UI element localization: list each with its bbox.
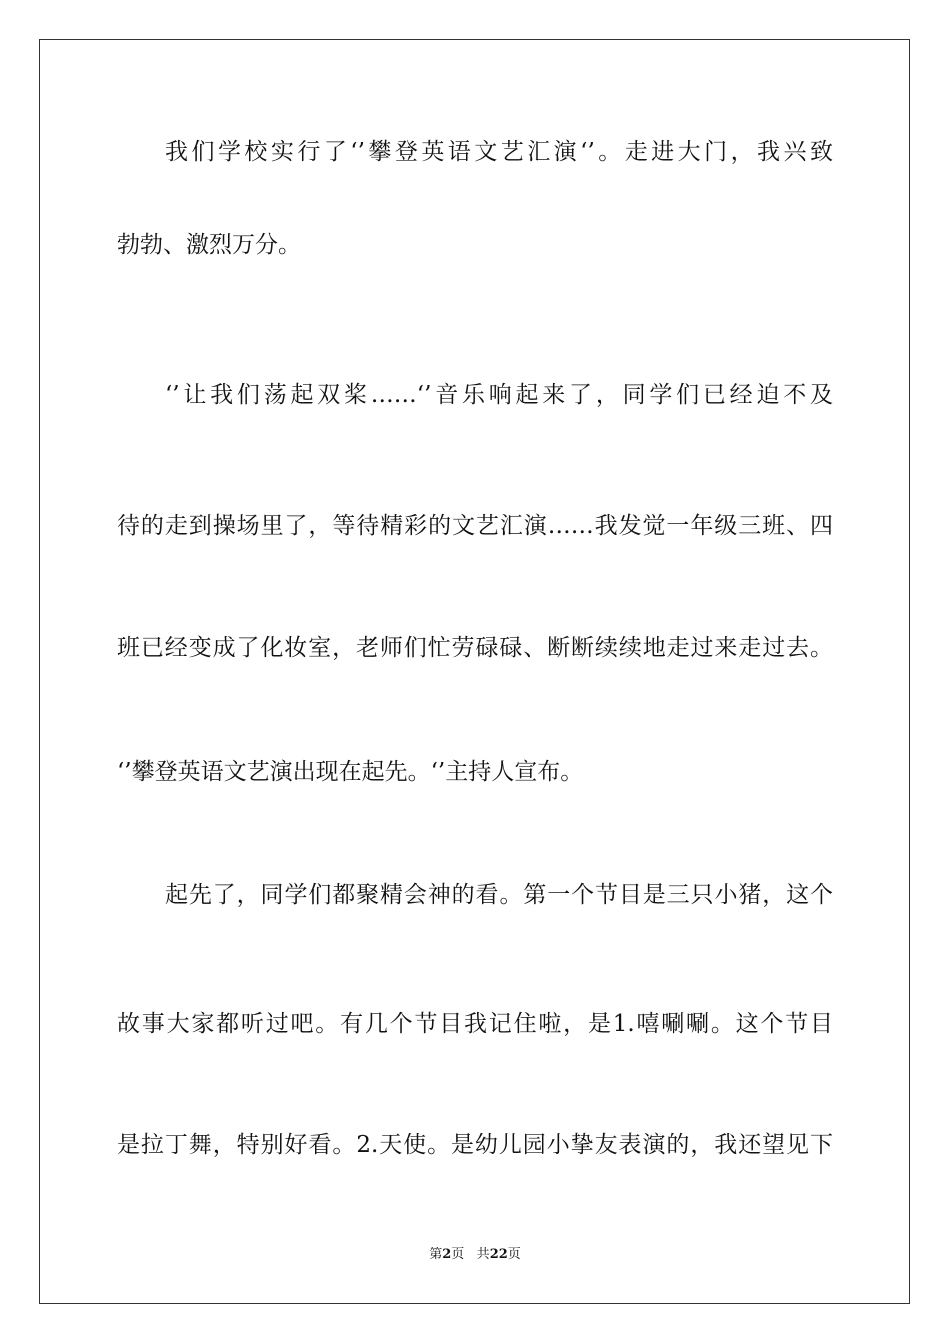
page-border: [39, 39, 910, 1304]
paragraph-3-line-2: 故事大家都听过吧。有几个节目我记住啦，是1.嘻唰唰。这个节目: [117, 1011, 833, 1037]
footer-page-prefix: 第: [429, 1247, 443, 1262]
page-footer: [0, 1246, 950, 1264]
paragraph-3-line-3: 是拉丁舞，特别好看。2.天使。是幼儿园小挚友表演的，我还望见下: [117, 1132, 833, 1158]
paragraph-1-line-2: 勃勃、激烈万分。: [117, 232, 301, 258]
footer-total-suffix: 页: [507, 1247, 521, 1262]
footer-total-number: 22: [489, 1247, 508, 1262]
paragraph-2-line-3: 班已经变成了化妆室，老师们忙劳碌碌、断断续续地走过来走过去。: [117, 635, 833, 661]
footer-total-prefix: 共: [476, 1247, 490, 1262]
paragraph-1-line-1: 我们学校实行了‘’攀登英语文艺汇演‘’。走进大门，我兴致: [165, 139, 833, 165]
paragraph-2-line-2: 待的走到操场里了，等待精彩的文艺汇演……我发觉一年级三班、四: [117, 513, 833, 539]
paragraph-2-line-4: ‘’攀登英语文艺演出现在起先。‘’主持人宣布。: [117, 759, 584, 785]
footer-page-number: 2: [442, 1247, 452, 1262]
paragraph-2-line-1: ‘’让我们荡起双桨……‘’音乐响起来了，同学们已经迫不及: [165, 382, 833, 408]
paragraph-3-line-1: 起先了，同学们都聚精会神的看。第一个节目是三只小猪，这个: [165, 882, 833, 908]
footer-page-suffix: 页: [451, 1247, 465, 1262]
